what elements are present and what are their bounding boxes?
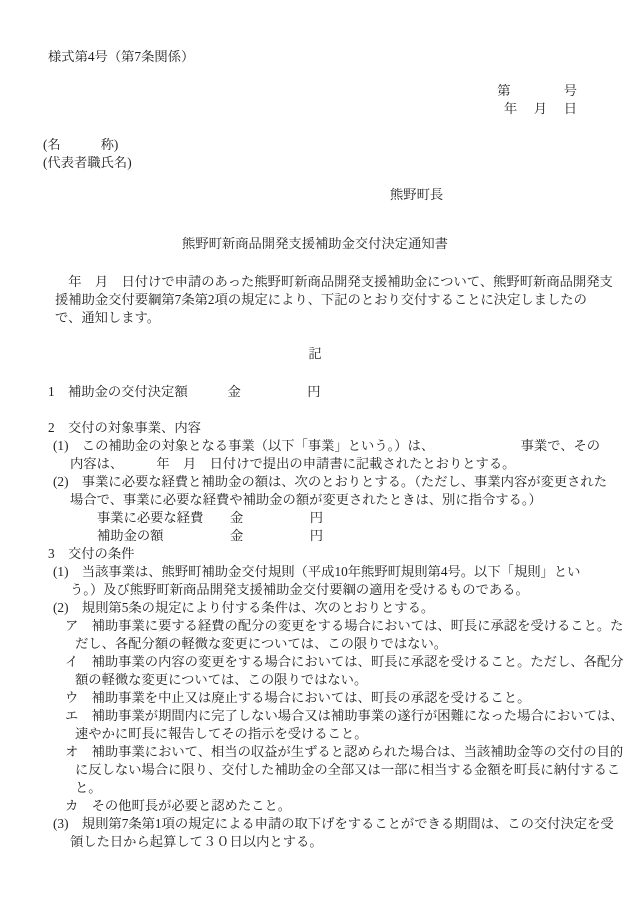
opening-paragraph [0, 273, 630, 327]
body-line: 内容は、 年 月 日付けで提出の申請書に記載されたとおりとする。 [70, 456, 516, 471]
body-line: 領した日から起算して３０日以内とする。 [70, 834, 323, 849]
opening-paragraph-line: 援補助金交付要綱第7条第2項の規定により、下記のとおり交付することに決定しましたの [55, 292, 587, 307]
body-line: 事業に必要な経費 金 円 [97, 510, 324, 525]
body-line: と。 [75, 780, 102, 795]
body-line: 場合で、事業に必要な経費や補助金の額が変更されたときは、別に指令する。） [70, 492, 542, 507]
body-line: (1) この補助金の対象となる事業（以下「事業」という。）は、 事業で、その [53, 438, 601, 453]
body-line: に反しない場合に限り、交付した補助金の全部又は一部に相当する金額を町長に納付するこ [75, 762, 621, 777]
body-line: 額の軽微な変更については、この限りではない。 [75, 672, 368, 687]
body-line: 速やかに町長に報告してその指示を受けること。 [75, 726, 368, 741]
body-line: カ その他町長が必要と認めたこと。 [65, 798, 292, 813]
body-line: 1 補助金の交付決定額 金 円 [48, 384, 321, 399]
opening-paragraph-line: 年 月 日付けで申請のあった熊野町新商品開発支援補助金について、熊野町新商品開発支 [55, 274, 613, 289]
record-marker: 記 [308, 346, 322, 361]
document-number-line: 第 号 [497, 83, 577, 98]
opening-paragraph-line: で、通知します。 [55, 310, 161, 325]
body-line: 3 交付の条件 [48, 546, 135, 561]
document-number-block [0, 82, 630, 118]
body-line: (3) 規則第7条第1項の規定による申請の取下げをすることができる期間は、この交付決定を受 [53, 816, 614, 831]
body-line: 2 交付の対象事業、内容 [48, 420, 201, 435]
body-line: オ 補助事業において、相当の収益が生ずると認められた場合は、当該補助金等の交付の目的 [65, 744, 624, 759]
recipient-representative-field: (代表者職氏名) [43, 155, 132, 170]
document-body [0, 383, 630, 851]
recipient-block [0, 136, 630, 172]
sender-title: 熊野町長 [390, 187, 444, 202]
document-title: 熊野町新商品開発支援補助金交付決定通知書 [182, 236, 448, 251]
form-number-label: 様式第4号（第7条関係） [48, 49, 195, 64]
issue-date-line: 年 月 日 [503, 101, 577, 116]
body-line: (2) 規則第5条の規定により付する条件は、次のとおりとする。 [53, 600, 435, 615]
body-line: ア 補助事業に要する経費の配分の変更をする場合においては、町長に承認を受けること。た [65, 618, 624, 633]
body-line: う。）及び熊野町新商品開発支援補助金交付要綱の適用を受けるものである。 [70, 582, 529, 597]
body-line: イ 補助事業の内容の変更をする場合においては、町長に承認を受けること。ただし、各配分 [65, 654, 624, 669]
body-line: だし、各配分額の軽微な変更については、この限りではない。 [75, 636, 448, 651]
body-line: 補助金の額 金 円 [97, 528, 324, 543]
body-line: ウ 補助事業を中止又は廃止する場合においては、町長の承認を受けること。 [65, 690, 531, 705]
recipient-name-field: (名 称) [43, 137, 119, 152]
body-line: (1) 当該事業は、熊野町補助金交付規則（平成10年熊野町規則第4号。以下「規則」とい [53, 564, 581, 579]
body-line: (2) 事業に必要な経費と補助金の額は、次のとおりとする。（ただし、事業内容が変更された [53, 474, 608, 489]
body-line: エ 補助事業が期間内に完了しない場合又は補助事業の遂行が困難になった場合においては、 [65, 708, 624, 723]
